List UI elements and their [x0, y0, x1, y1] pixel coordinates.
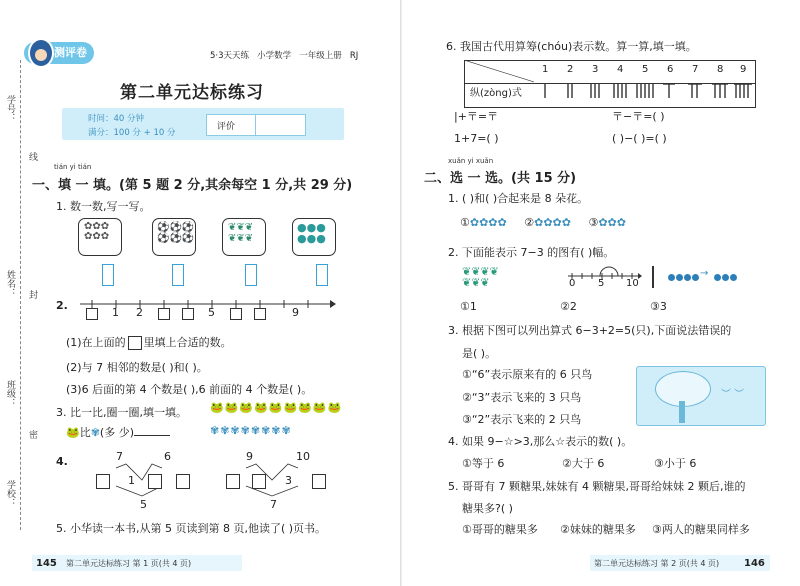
numberline-box-3[interactable] [158, 308, 170, 320]
section2-title: 二、选 一 选。(共 15 分) [424, 171, 577, 186]
right-footer-text: 第二单元达标练习 第 2 页(共 4 页) [594, 559, 720, 568]
q4-left-top-right: 6 [164, 450, 171, 463]
margin-mark-line: 线 [27, 152, 37, 161]
tree-birds-picture [636, 366, 766, 426]
q4-right-diagram [226, 456, 326, 502]
evaluation-divider [255, 115, 256, 135]
numberline-box-7[interactable] [254, 308, 266, 320]
left-footer-text: 第二单元达标练习 第 1 页(共 4 页) [66, 559, 192, 568]
margin-label-class: 班级： [5, 380, 15, 407]
header-info [210, 49, 358, 61]
s2-q5-line-1: 5. 哥哥有 7 颗糖果,妹妹有 4 颗糖果,哥哥给妹妹 2 颗后,谁的 [448, 480, 746, 493]
frog-row-icon: 🐸🐸🐸🐸🐸🐸🐸🐸🐸 [210, 401, 343, 414]
q6-equation-3: 1+7=( ) [454, 132, 499, 145]
flower-icon: ✿✿✿ ✿✿✿ [84, 221, 110, 242]
rod-number-5: 5 [642, 64, 649, 75]
grade-label: 小学数学 [257, 51, 292, 61]
s2-q4-option-2[interactable]: ②大于 6 [562, 457, 605, 470]
grape-icon: ❦❦❦ ❦❦❦ [228, 222, 254, 244]
q3-underline[interactable] [134, 435, 170, 436]
numberline-label-2: 2 [136, 306, 143, 319]
margin-label-student-id: 学号： [5, 95, 15, 122]
q6-equation-2: 〒−〒=( ) [612, 110, 665, 123]
s2-q1-option-2[interactable]: ② [524, 216, 535, 229]
abacus-bead [730, 274, 737, 281]
s2-q3-option-1[interactable]: ①“6”表示原来有的 6 只鸟 [462, 368, 593, 381]
evaluation-label: 评价 [217, 122, 236, 132]
abacus-bead [714, 274, 721, 281]
mascot-icon [28, 38, 54, 68]
q4-right-box-c[interactable] [312, 474, 326, 489]
q2-3: (3)6 后面的第 4 个数是( ),6 前面的 4 个数是( )。 [66, 383, 313, 396]
table-diagonal [464, 60, 534, 106]
book-fold [400, 0, 402, 586]
count-card-flowers [78, 218, 122, 256]
answer-box-grapes[interactable] [245, 264, 257, 286]
leaf-group-icon: ❦❦❦❦ ❦❦❦ [462, 265, 499, 289]
q2-1-text-a: (1)在上面的 [66, 336, 126, 349]
s2-q2-option-2[interactable]: ②2 [560, 300, 577, 313]
q4-left-box-c[interactable] [176, 474, 190, 489]
answer-box-balls[interactable] [172, 264, 184, 286]
s2-q2-option-3[interactable]: ③3 [650, 300, 667, 313]
abacus-bead [668, 274, 675, 281]
section2-pinyin: xuǎn yi xuǎn [448, 157, 494, 165]
apple-icon: ●●● ●●● [297, 221, 326, 245]
numberline-label-9: 9 [292, 306, 299, 319]
s2-q1-option-1[interactable]: ① [460, 216, 470, 229]
abacus-bead [684, 274, 691, 281]
frog-icon: 🐸 [66, 426, 80, 439]
evaluation-box[interactable] [206, 114, 306, 136]
rod-number-1: 1 [542, 64, 549, 75]
s2-q3-option-3[interactable]: ③“2”表示飞来的 2 只鸟 [462, 413, 582, 426]
rod-number-3: 3 [592, 64, 599, 75]
q3-label: 3. 比一比,圈一圈,填一填。 [56, 406, 187, 419]
numberline-label-5: 5 [208, 306, 215, 319]
right-page-number: 146 [744, 558, 765, 569]
count-card-balls [152, 218, 196, 256]
inline-box-icon [128, 336, 142, 350]
s2-q1-options [460, 216, 626, 229]
count-card-grapes [222, 218, 266, 256]
s2-q5-option-3[interactable]: ③两人的糖果同样多 [652, 523, 750, 536]
axis-label-10: 10 [626, 278, 639, 289]
flower-group-icon: ✿✿✿✿ [534, 216, 571, 229]
abacus-icon [664, 268, 734, 288]
s2-q2-option-1[interactable]: ①1 [460, 300, 477, 313]
q6-label: 6. 我国古代用算筹(chóu)表示数。算一算,填一填。 [446, 40, 697, 53]
arrow-right-icon: → [700, 268, 709, 279]
q1-label: 1. 数一数,写一写。 [56, 200, 151, 213]
s2-q3-line-2: 是( )。 [462, 347, 497, 360]
margin-mark-secret: 密 [27, 430, 37, 439]
rod-number-7: 7 [692, 64, 699, 75]
rod-number-8: 8 [717, 64, 724, 75]
q4-left-middle: 1 [128, 474, 135, 487]
q4-right-top-right: 10 [296, 450, 310, 463]
q3-compare [66, 424, 170, 440]
q4-right-box-b[interactable] [252, 474, 266, 489]
s2-q2: 2. 下面能表示 7−3 的图有( )幅。 [448, 246, 615, 259]
test-badge: 测评卷 [24, 42, 94, 64]
q4-label: 4. [56, 455, 68, 468]
s2-q5-option-1[interactable]: ①哥哥的糖果多 [462, 523, 538, 536]
answer-box-apples[interactable] [316, 264, 328, 286]
axis-label-0: 0 [569, 278, 576, 289]
numberline-box-6[interactable] [230, 308, 242, 320]
score-label: 满分：100 分 + 10 分 [88, 128, 176, 138]
s2-q5-line-2: 糖果多?( ) [462, 502, 513, 515]
axis-label-5: 5 [598, 278, 605, 289]
s2-q4-option-1[interactable]: ①等于 6 [462, 457, 505, 470]
q3-blank: (多 少) [99, 426, 135, 439]
flower-group-icon: ✿✿✿ [598, 216, 626, 229]
flower-row-icon: ✾✾✾✾✾✾✾✾ [210, 424, 292, 437]
s2-q3-option-2[interactable]: ②“3”表示飞来的 3 只鸟 [462, 391, 582, 404]
abacus-bead [676, 274, 683, 281]
counting-rods-graphic [530, 82, 754, 106]
left-page-number: 145 [36, 558, 57, 569]
flower-group-icon: ✿✿✿✿ [469, 216, 507, 229]
q4-right-bottom: 7 [270, 498, 277, 511]
ball-icon: ⚽⚽⚽ ⚽⚽⚽ [157, 222, 195, 244]
flower-icon-small: ✾ [90, 426, 100, 439]
rod-number-6: 6 [667, 64, 674, 75]
binding-line [20, 60, 22, 530]
series-name: 5·3天天练 [210, 51, 250, 61]
q4-left-top-left: 7 [116, 450, 123, 463]
q4-left-bottom: 5 [140, 498, 147, 511]
time-label: 时间：40 分钟 [88, 114, 145, 124]
bird-icon: ︶ ︶ [721, 389, 745, 400]
abacus-bead [692, 274, 699, 281]
abacus-frame [652, 266, 654, 288]
s2-q1: 1. ( )和( )合起来是 8 朵花。 [448, 192, 589, 205]
q4-left-box-a[interactable] [96, 474, 110, 489]
table-row-label: 纵(zòng)式 [470, 88, 522, 99]
q4-left-box-b[interactable] [148, 474, 162, 489]
count-card-apples [292, 218, 336, 256]
term-label: 一年级上册 [299, 51, 342, 61]
q2-1-text-b: 里填上合适的数。 [143, 336, 232, 349]
q3-compare-word: 比 [79, 426, 91, 439]
margin-mark-seal: 封 [27, 290, 37, 299]
rod-number-2: 2 [567, 64, 574, 75]
s2-q4: 4. 如果 9−☆>3,那么☆表示的数( )。 [448, 435, 633, 448]
page-title: 第二单元达标练习 [120, 83, 264, 103]
margin-label-name: 姓名： [5, 270, 15, 297]
s2-q1-option-3[interactable]: ③ [588, 216, 599, 229]
q4-right-box-a[interactable] [226, 474, 240, 489]
tree-trunk-icon [679, 401, 685, 423]
q2-label: 2. [56, 299, 68, 312]
q5-label: 5. 小华读一本书,从第 5 页读到第 8 页,他读了( )页书。 [56, 522, 327, 535]
s2-q3-line-1: 3. 根据下图可以列出算式 6−3+2=5(只),下面说法错误的 [448, 324, 732, 337]
section1-pinyin: tián yi tián [54, 163, 92, 171]
rod-number-9: 9 [740, 64, 747, 75]
section1-title: 一、填 一 填。(第 5 题 2 分,其余每空 1 分,共 29 分) [32, 178, 353, 193]
q4-right-middle: 3 [285, 474, 292, 487]
q6-equation-4: ( )−( )=( ) [612, 132, 667, 145]
answer-box-flowers[interactable] [102, 264, 114, 286]
numberline-box-4[interactable] [182, 308, 194, 320]
numberline-box-0[interactable] [86, 308, 98, 320]
numberline-label-1: 1 [112, 306, 119, 319]
s2-q4-option-3[interactable]: ③小于 6 [654, 457, 697, 470]
q4-right-top-left: 9 [246, 450, 253, 463]
q2-1 [66, 334, 232, 350]
edition-label: RJ [349, 51, 359, 61]
rod-number-4: 4 [617, 64, 624, 75]
s2-q5-option-2[interactable]: ②妹妹的糖果多 [560, 523, 636, 536]
q2-2: (2)与 7 相邻的数是( )和( )。 [66, 361, 208, 374]
abacus-bead [722, 274, 729, 281]
q6-equation-1: |+〒=〒 [454, 110, 499, 123]
margin-label-school: 学校： [5, 480, 15, 507]
